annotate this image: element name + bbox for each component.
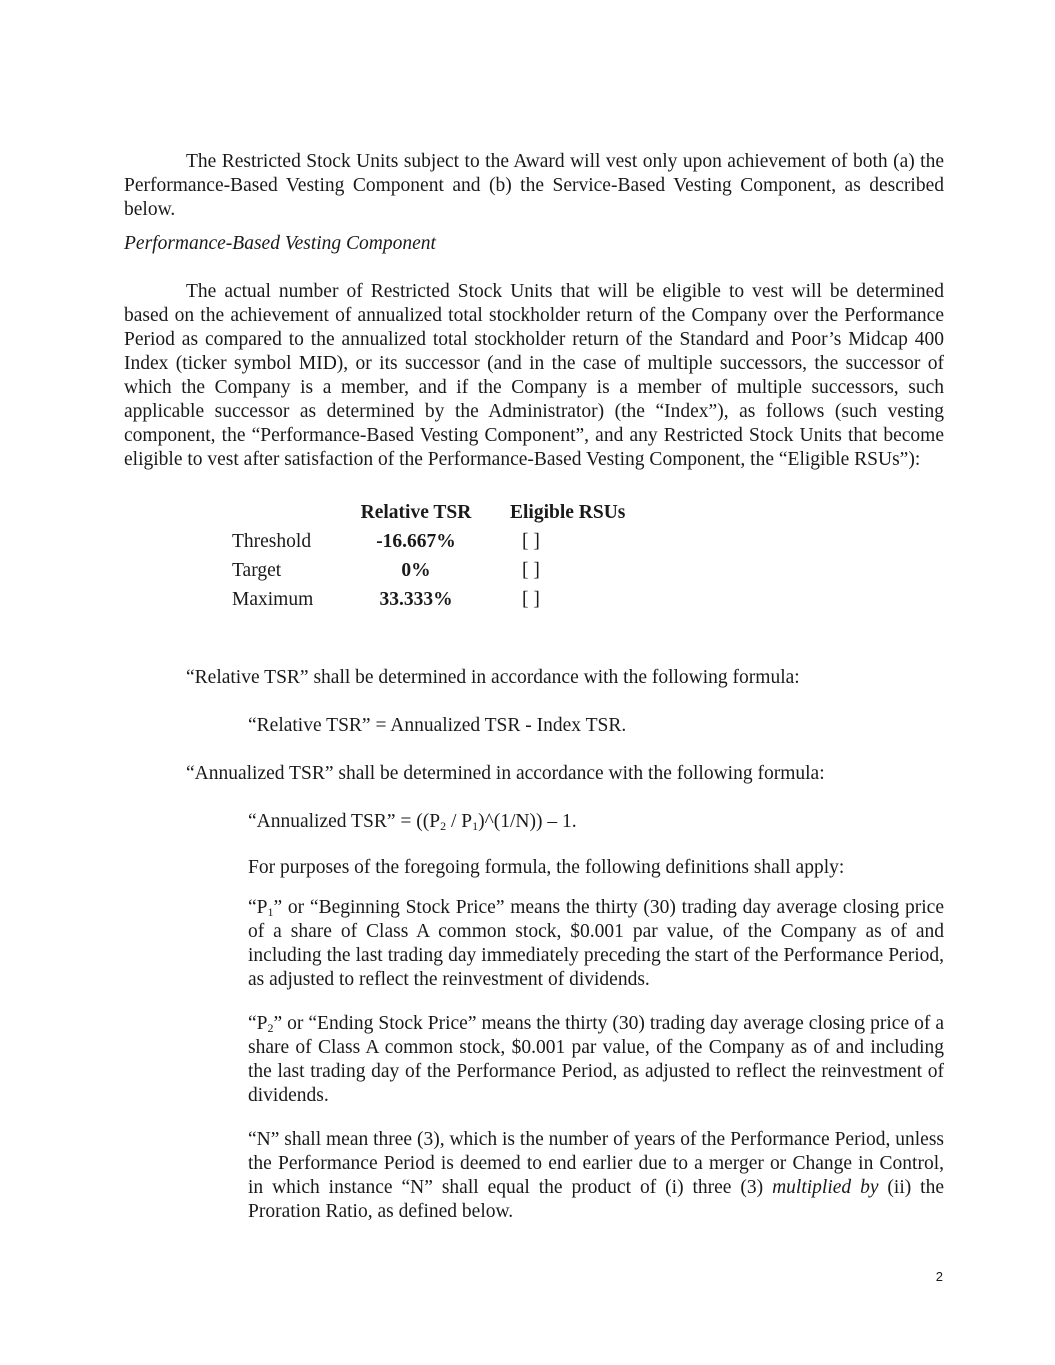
- row-eligible-rsus: [ ]: [522, 589, 540, 610]
- def-n-after: (ii) the Proration Ratio, as defined below.: [248, 1177, 944, 1222]
- formula-sub-2: 2: [440, 819, 447, 833]
- row-relative-tsr: -16.667%: [376, 531, 456, 552]
- table-header-eligible-rsus: Eligible RSUs: [510, 502, 626, 523]
- row-eligible-rsus: [ ]: [522, 560, 540, 581]
- formula-prefix: “Annualized TSR” = ((P: [248, 811, 441, 832]
- table-row: [232, 527, 652, 556]
- formula-suffix: )^(1/N)) – 1.: [478, 811, 577, 832]
- definition-p2: [248, 1012, 944, 1108]
- row-relative-tsr: 0%: [401, 560, 431, 581]
- document-page: [124, 150, 944, 1224]
- def-n-italic: multiplied by: [772, 1177, 879, 1198]
- row-eligible-rsus: [ ]: [522, 531, 540, 552]
- def-p2-text: ” or “Ending Stock Price” means the thirty (30) trading day average closing price of a share of Class A common stock, $0.001 par value, of the Company as of and including the last trading day of the Performance Period, as adjusted to reflect the reinvestment of dividends.: [248, 1013, 944, 1106]
- table-header-row: [232, 498, 652, 527]
- def-p2-sub: 2: [267, 1021, 274, 1035]
- table-header-blank: [232, 498, 358, 527]
- table-header-relative-tsr: Relative TSR: [360, 502, 472, 523]
- page-number: 2: [935, 1269, 943, 1284]
- row-label: Threshold: [232, 531, 312, 552]
- definitions-block: [248, 856, 944, 1224]
- formula-sub-1: 1: [472, 819, 479, 833]
- row-label: Maximum: [232, 589, 314, 610]
- relative-tsr-formula: “Relative TSR” = Annualized TSR - Index TSR.: [248, 715, 627, 736]
- relative-tsr-intro: “Relative TSR” shall be determined in accordance with the following formula:: [186, 667, 800, 688]
- def-n-before: “N” shall mean three (3), which is the number of years of the Performance Period, unless the Performance Period is deemed to end earlier due to a merger or Change in Control, in which instance “N” shall equal the product of (i) three (3): [248, 1129, 944, 1198]
- table-row: [232, 556, 652, 585]
- def-p2-open: “P: [248, 1013, 268, 1034]
- def-p1-text: ” or “Beginning Stock Price” means the thirty (30) trading day average closing price of a share of Class A common stock, $0.001 par value, of the Company as of and including the last trading day immediately preceding the start of the Performance Period, as adjusted to reflect the reinvestment of dividends.: [248, 897, 944, 990]
- table-header-gap: [474, 498, 510, 527]
- section-heading: Performance-Based Vesting Component: [124, 233, 436, 254]
- performance-paragraph: The actual number of Restricted Stock Units that will be eligible to vest will be determined based on the achievement of annualized total stockholder return of the Company over the Performance Period as compared to the annualized total stockholder return of the Standard and Poor’s Midcap 400 Index (ticker symbol MID), or its successor (and in the case of multiple successors, the successor of which the Company is a member, and if the Company is a member of multiple successors, such applicable successor as determined by the Administrator) (the “Index”), as follows (such vesting component, the “Performance-Based Vesting Component”, and any Restricted Stock Units that become eligible to vest after satisfaction of the Performance-Based Vesting Component, the “Eligible RSUs”):: [124, 281, 944, 470]
- definition-p1: [248, 896, 944, 992]
- def-p1-open: “P: [248, 897, 268, 918]
- definitions-intro: For purposes of the foregoing formula, the following definitions shall apply:: [248, 857, 845, 878]
- def-p1-sub: 1: [267, 905, 274, 919]
- table-row: [232, 585, 652, 614]
- definition-n: [248, 1128, 944, 1224]
- eligibility-table: [232, 498, 652, 614]
- annualized-tsr-formula: [248, 810, 944, 834]
- row-label: Target: [232, 560, 282, 581]
- intro-paragraph: The Restricted Stock Units subject to the Award will vest only upon achievement of both (a) the Performance-Based Vesting Component and (b) the Service-Based Vesting Component, as described below.: [124, 151, 944, 220]
- formula-mid: / P: [446, 811, 473, 832]
- row-relative-tsr: 33.333%: [379, 589, 453, 610]
- annualized-tsr-intro: “Annualized TSR” shall be determined in accordance with the following formula:: [186, 763, 825, 784]
